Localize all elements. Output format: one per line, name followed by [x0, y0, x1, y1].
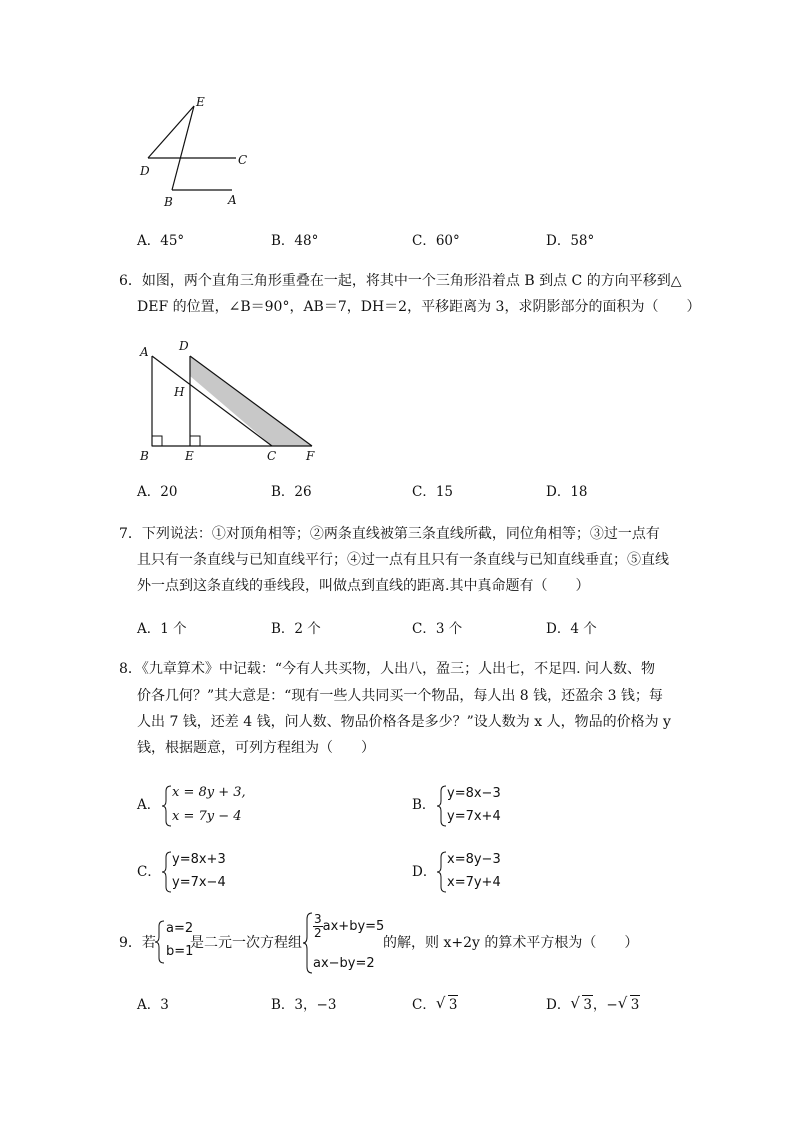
q6-label-a: A: [140, 345, 149, 359]
q6-line-df: [190, 356, 312, 446]
q8-option-b-eq2: y=7x+4: [447, 809, 501, 824]
q6-option-d: D．18: [546, 484, 588, 500]
q9-system-brace: [303, 912, 313, 974]
q9-given-a: a=2: [166, 921, 194, 936]
q6-text-line1: 6．如图，两个直角三角形重叠在一起，将其中一个三角形沿着点 B 到点 C 的方向平移到△: [119, 273, 682, 289]
q6-option-a: A．20: [137, 484, 178, 500]
q9-option-b: B．3，−3: [271, 997, 337, 1013]
q5-option-c: C．60°: [412, 233, 460, 249]
q7-text-line3: 外一点到这条直线的垂线段，叫做点到直线的距离.其中真命题有（ ）: [137, 578, 590, 594]
q9-given-b: b=1: [166, 944, 194, 959]
q8-option-c-eq2: y=7x−4: [172, 875, 226, 890]
q9-option-d-label: D．: [546, 997, 571, 1013]
q6-option-b: B．26: [271, 484, 312, 500]
q6-label-h: H: [174, 385, 185, 399]
q8-text-line2: 价各几何？”其大意是：“现有一些人共同买一个物品，每人出 8 钱，还盈余 3 钱；每: [137, 688, 663, 704]
q6-label-e: E: [185, 449, 194, 463]
q9-prefix: 9．若: [119, 935, 156, 951]
q5-label-a: A: [228, 193, 237, 207]
q8-option-a-eq1: x = 8y + 3,: [172, 785, 246, 800]
q9-option-d-sep: ，−: [592, 997, 618, 1013]
q9-fraction: [313, 913, 323, 940]
q8-text-line3: 人出 7 钱，还差 4 钱，问人数、物品价格各是多少？”设人数为 x 人，物品的价格为 y: [137, 714, 671, 730]
q8-option-d-label: D．: [412, 864, 437, 880]
q8-option-d-brace: [437, 851, 447, 893]
q6-line-ac: [152, 356, 272, 446]
q9-option-c: [412, 995, 458, 1015]
q5-option-b: B．48°: [271, 233, 319, 249]
q9-fraction-den: 2: [314, 926, 322, 940]
q8-option-c-label: C．: [137, 864, 161, 880]
q9-suffix: 的解，则 x+2y 的算术平方根为（ ）: [383, 935, 639, 951]
q6-option-c: C．15: [412, 484, 454, 500]
q5-label-d: D: [140, 164, 150, 178]
q8-text-line4: 钱，根据题意，可列方程组为（ ）: [137, 740, 375, 756]
q6-figure: [132, 336, 332, 464]
q8-option-b-label: B．: [412, 797, 436, 813]
q9-given-brace: [155, 920, 165, 964]
q9-option-c-sqrt: √ 3: [435, 994, 458, 1013]
q8-option-a-brace: [162, 785, 172, 827]
q9-option-d-sqrt1: √ 3: [570, 994, 592, 1013]
q9-option-d: [546, 995, 640, 1015]
q9-system-eq1-rest: ax+by=5: [322, 919, 385, 934]
q8-option-d-eq1: x=8y−3: [447, 852, 501, 867]
q8-option-d-eq2: x=7y+4: [447, 875, 501, 890]
q9-option-c-label: C．: [412, 997, 436, 1013]
q8-option-b-eq1: y=8x−3: [447, 786, 501, 801]
q8-text-line1: 8．《九章算术》中记载：“今有人共买物，人出八，盈三；人出七，不足四. 问人数、物: [119, 661, 655, 677]
q6-right-angle-e: [190, 436, 200, 446]
q5-option-d: D．58°: [546, 233, 595, 249]
q8-option-c-eq1: y=8x+3: [172, 852, 226, 867]
q7-option-d: D．4 个: [546, 621, 597, 637]
q6-label-c: C: [267, 449, 277, 463]
q9-fraction-num: 3: [314, 912, 322, 926]
q6-text-line2: DEF 的位置，∠B＝90°，AB＝7，DH＝2，平移距离为 3，求阴影部分的面积为（ ）: [137, 299, 701, 315]
q8-option-a-label: A．: [137, 797, 161, 813]
q6-label-d: D: [179, 339, 189, 353]
q5-label-b: B: [164, 195, 173, 209]
q5-label-c: C: [238, 153, 248, 167]
q5-figure: [130, 92, 260, 216]
q5-option-a: A．45°: [137, 233, 185, 249]
q9-option-a: A．3: [137, 997, 169, 1013]
q5-label-e: E: [196, 95, 205, 109]
q6-label-f: F: [306, 449, 315, 463]
q7-option-c: C．3 个: [412, 621, 463, 637]
q8-option-a-eq2: x = 7y − 4: [172, 809, 242, 824]
q9-middle-text: 是二元一次方程组: [190, 935, 302, 951]
q7-option-b: B．2 个: [271, 621, 321, 637]
q8-option-c-brace: [162, 851, 172, 893]
q9-option-d-sqrt2: √ 3: [617, 994, 640, 1013]
q9-system-eq2: ax−by=2: [313, 956, 375, 971]
q6-right-angle-b: [152, 436, 162, 446]
q7-text-line2: 且只有一条直线与已知直线平行；④过一点有且只有一条直线与已知直线垂直；⑤直线: [137, 552, 669, 568]
q7-text-line1: 7．下列说法：①对顶角相等；②两条直线被第三条直线所截，同位角相等；③过一点有: [119, 526, 660, 542]
q8-option-b-brace: [437, 785, 447, 827]
q6-label-b: B: [140, 449, 149, 463]
q7-option-a: A．1 个: [137, 621, 187, 637]
q9-system-eq1: [313, 913, 384, 940]
